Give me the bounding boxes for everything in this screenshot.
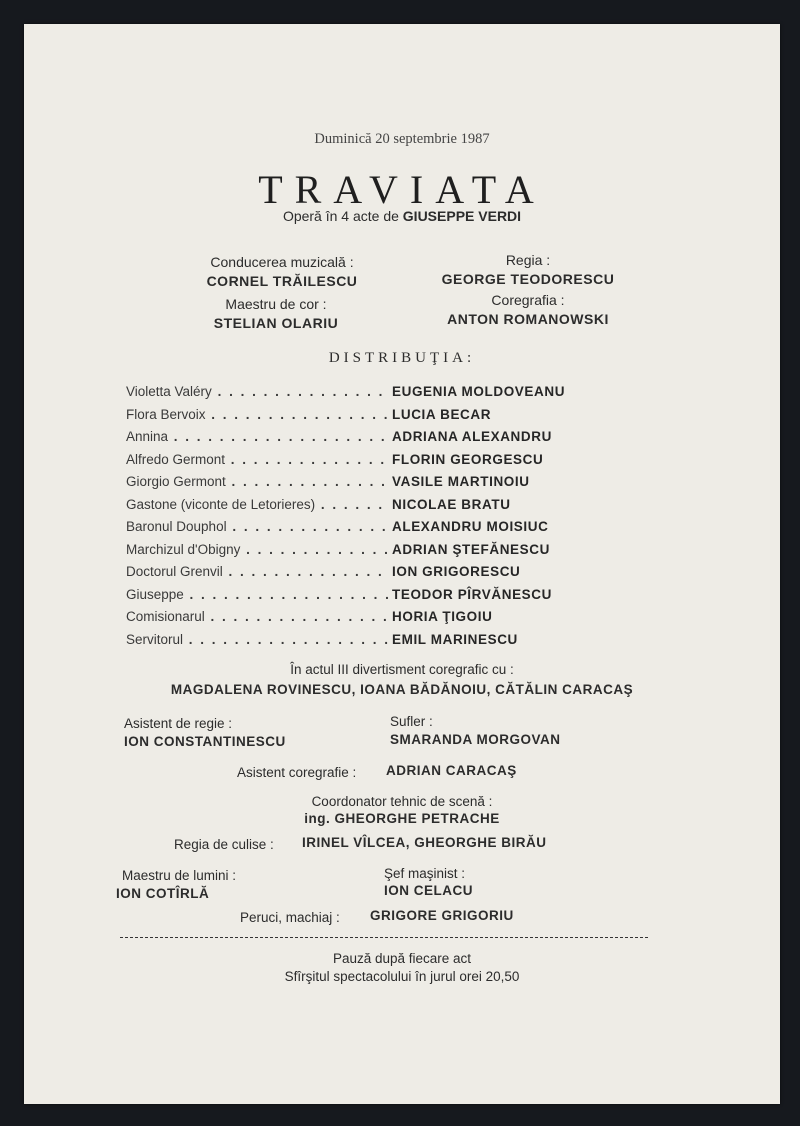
cast-row xyxy=(24,407,780,427)
divider-rule xyxy=(120,937,648,938)
cast-row xyxy=(24,452,780,472)
cast-role: Annina . . . xyxy=(126,429,388,444)
cast-row xyxy=(24,429,780,449)
chorus-master-label: Maestru de cor : xyxy=(225,296,327,312)
cast-actor: TEODOR PÎRVĂNESCU xyxy=(392,586,552,602)
cast-actor: EMIL MARINESCU xyxy=(392,631,518,647)
cast-row xyxy=(24,384,780,404)
cast-role: Gastone (viconte de Letorieres) . . . xyxy=(126,497,388,512)
music-director-label: Conducerea muzicală : xyxy=(210,254,354,270)
composer-name: GIUSEPPE VERDI xyxy=(402,208,522,224)
cast-role: Comisionarul . . . xyxy=(126,609,388,624)
chorus-master-name: STELIAN OLARIU xyxy=(213,315,339,331)
cast-actor: NICOLAE BRATU xyxy=(392,496,511,512)
lighting-name: ION COTÎRLĂ xyxy=(116,886,210,901)
assistant-director-name: ION CONSTANTINESCU xyxy=(124,734,286,749)
cast-role: Baronul Douphol . . . xyxy=(126,519,388,534)
technical-coordinator-name: ing. GHEORGHE PETRACHE xyxy=(304,811,500,826)
cast-heading: DISTRIBUŢIA: xyxy=(328,350,476,366)
choreography-name: ANTON ROMANOWSKI xyxy=(447,311,609,327)
cast-actor: HORIA ŢIGOIU xyxy=(392,609,493,624)
backstage-direction-label: Regia de culise : xyxy=(174,837,274,852)
cast-role: Marchizul d'Obigny . . . xyxy=(126,542,388,557)
cast-row xyxy=(24,542,780,562)
divertissement-label: În actul III divertisment coregrafic cu : xyxy=(290,662,514,677)
cast-row xyxy=(24,632,780,652)
stage-director-label: Regia : xyxy=(505,252,551,268)
program-sheet xyxy=(24,24,780,1104)
cast-role: Doctorul Grenvil . . . xyxy=(126,564,388,579)
intermission-note: Pauză după fiecare act xyxy=(332,951,472,966)
cast-actor: LUCIA BECAR xyxy=(392,406,492,422)
assistant-choreography-label: Asistent coregrafie : xyxy=(237,765,357,780)
cast-row xyxy=(24,564,780,584)
cast-role: Violetta Valéry . . . xyxy=(126,384,388,399)
cast-row xyxy=(24,609,780,629)
chief-machinist-label: Şef maşinist : xyxy=(384,866,466,881)
choreography-label: Coregrafia : xyxy=(491,292,565,308)
opera-title: TRAVIATA xyxy=(258,167,546,212)
assistant-choreography-name: ADRIAN CARACAŞ xyxy=(386,763,517,778)
backstage-direction-names: IRINEL VÎLCEA, GHEORGHE BIRĂU xyxy=(302,835,547,850)
cast-row xyxy=(24,519,780,539)
cast-actor: ALEXANDRU MOISIUC xyxy=(392,519,549,534)
prompter-name: SMARANDA MORGOVAN xyxy=(390,732,561,747)
performance-date: Duminică 20 septembrie 1987 xyxy=(314,131,490,147)
prompter-label: Sufler : xyxy=(390,714,433,729)
music-director-name: CORNEL TRĂILESCU xyxy=(206,273,358,289)
cast-role: Giorgio Germont . . . xyxy=(126,474,388,489)
cast-actor: FLORIN GEORGESCU xyxy=(392,451,544,467)
technical-coordinator-label: Coordonator tehnic de scenă : xyxy=(311,794,493,809)
cast-actor: VASILE MARTINOIU xyxy=(392,474,530,489)
cast-row xyxy=(24,474,780,494)
lighting-label: Maestru de lumini : xyxy=(122,868,237,883)
cast-role: Giuseppe . . . xyxy=(126,587,388,602)
wigs-makeup-name: GRIGORE GRIGORIU xyxy=(370,908,514,923)
chief-machinist-name: ION CELACU xyxy=(384,883,473,898)
cast-row xyxy=(24,587,780,607)
cast-row xyxy=(24,497,780,517)
cast-actor: ADRIAN ŞTEFĂNESCU xyxy=(392,541,550,557)
stage-director-name: GEORGE TEODORESCU xyxy=(441,271,615,287)
cast-actor: EUGENIA MOLDOVEANU xyxy=(392,384,566,399)
opera-subtitle xyxy=(24,208,780,224)
cast-actor: ADRIANA ALEXANDRU xyxy=(392,429,552,444)
cast-role: Flora Bervoix . . . xyxy=(126,407,388,422)
subtitle-prefix: Operă în 4 acte de xyxy=(282,208,399,224)
cast-actor: ION GRIGORESCU xyxy=(392,564,521,579)
wigs-makeup-label: Peruci, machiaj : xyxy=(240,910,340,925)
end-time-note: Sfîrşitul spectacolului în jurul orei 20,50 xyxy=(284,969,520,984)
cast-role: Alfredo Germont . . . xyxy=(126,452,388,467)
assistant-director-label: Asistent de regie : xyxy=(124,716,233,731)
cast-role: Servitorul . . . xyxy=(126,632,388,647)
divertissement-names: MAGDALENA ROVINESCU, IOANA BĂDĂNOIU, CĂTĂLIN CARACAŞ xyxy=(170,682,634,697)
